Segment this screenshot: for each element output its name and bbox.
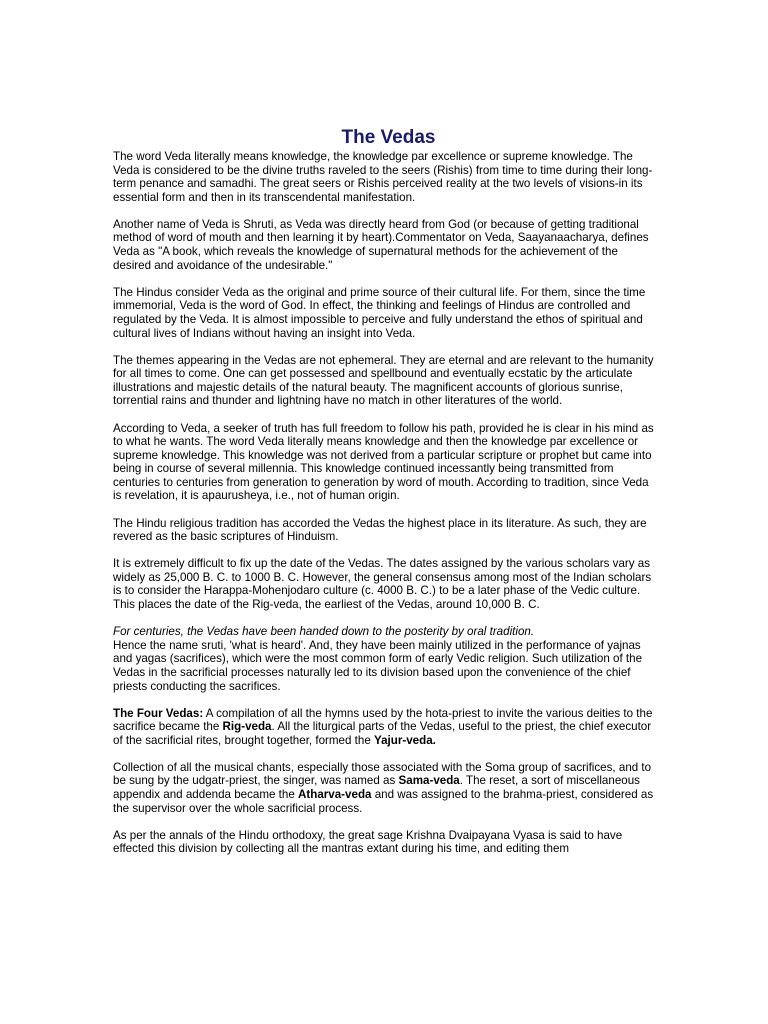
paragraph-7: It is extremely difficult to fix up the date of the Vedas. The dates assigned by the various scholars vary as widely as 25,000 B. C. to 1000 B. C. However, the general consensus among most of the Indian scholars is to consider the Harappa-Mohenjodaro culture (c. 4000 B. C.) to be a later phase of the Vedic culture. This places the date of the Rig-veda, the earliest of the Vedas, around 10,000 B. C. (113, 557, 652, 612)
paragraph-sama-atharva (113, 761, 658, 815)
paragraph-3: The Hindus consider Veda as the original and prime source of their cultural life. For them, since the time immemorial, Veda is the word of God. In effect, the thinking and feelings of Hindus are controlled and regulated by the Veda. It is almost impossible to perceive and fully understand the ethos of spiritual and cultural lives of Indians without having an insight into Veda. (113, 285, 646, 340)
sama-veda-term: Sama-veda (398, 774, 460, 788)
document-page (113, 126, 658, 869)
paragraph-four-vedas (113, 707, 658, 748)
paragraph-2: Another name of Veda is Shruti, as Veda was directly heard from God (or because of getting traditional method of word of mouth and then learning it by heart).Commentator on Veda, Saayanaacharya, defines Veda as "A book, which reveals the knowledge of supernatural methods for the achievement of the desired and avoidance of the undesirable." (113, 217, 649, 272)
paragraph-oral-tradition (113, 625, 658, 693)
paragraph-last: As per the annals of the Hindu orthodoxy, the great sage Krishna Dvaipayana Vyasa is said to have effected this division by collecting all the mantras extant during his time, and editing them (113, 828, 623, 856)
four-vedas-heading: The Four Vedas: (113, 706, 204, 720)
page-title: The Vedas (341, 127, 436, 148)
four-vedas-text-2: . All the liturgical parts of the Vedas, useful to the priest, the chief executor of the sacrificial rites, brought together, formed the (113, 720, 652, 747)
sama-text-3: and was assigned to the brahma-priest, considered as the supervisor over the whole sacrificial process. (113, 788, 654, 815)
paragraph-1: The word Veda literally means knowledge, the knowledge par excellence or supreme knowledge. The Veda is considered to be the divine truths raveled to the seers (Rishis) from time to time during their long-term penance and samadhi. The great seers or Rishis perceived reality at the two levels of visions-in its essential form and then in its transcendental manifestation. (113, 150, 653, 204)
rig-veda-term: Rig-veda (222, 720, 272, 734)
sama-text-1: Collection of all the musical chants, especially those associated with the Soma group of sacrifices, and to be sung by the udgatr-priest, the singer, was named as (113, 760, 652, 788)
yajur-veda-term: Yajur-veda. (374, 733, 436, 747)
sama-text-2: . The reset, a sort of miscellaneous appendix and addenda became the (113, 774, 640, 802)
paragraph-4: The themes appearing in the Vedas are not ephemeral. They are eternal and are relevant to the humanity for all times to come. One can get possessed and spellbound and eventually ecstatic by the articulate illustrations and majestic details of the natural beauty. The magnificent accounts of glorious sunrise, torrential rains and thunder and lightning have no match in other literatures of the world. (113, 353, 654, 408)
paragraph-5: According to Veda, a seeker of truth has full freedom to follow his path, provided he is clear in his mind as to what he wants. The word Veda literally means knowledge and then the knowledge par excellence or supreme knowledge. This knowledge was not derived from a particular scripture or prophet but came into being in course of several millennia. This knowledge continued incessantly being transmitted from centuries to centuries from generation to generation by word of mouth. According to tradition, since Veda is revelation, it is apaurusheya, i.e., not of human origin. (113, 421, 654, 503)
oral-tradition-text: Hence the name sruti, 'what is heard'. And, they have been mainly utilized in the performance of yajnas and yagas (sacrifices), which were the most common form of early Vedic religion. Such utilization of the Vedas in the sacrificial processes naturally led to its division based upon the convenience of the chief priests conducting the sacrifices. (113, 638, 643, 693)
paragraph-6: The Hindu religious tradition has accorded the Vedas the highest place in its literature. As such, they are revered as the basic scriptures of Hinduism. (113, 516, 647, 544)
oral-tradition-italic: For centuries, the Vedas have been handed down to the posterity by oral tradition. (113, 625, 535, 639)
four-vedas-text-1: A compilation of all the hymns used by the hota-priest to invite the various deities to the sacrifice became the (113, 706, 653, 734)
atharva-veda-term: Atharva-veda (298, 788, 372, 802)
